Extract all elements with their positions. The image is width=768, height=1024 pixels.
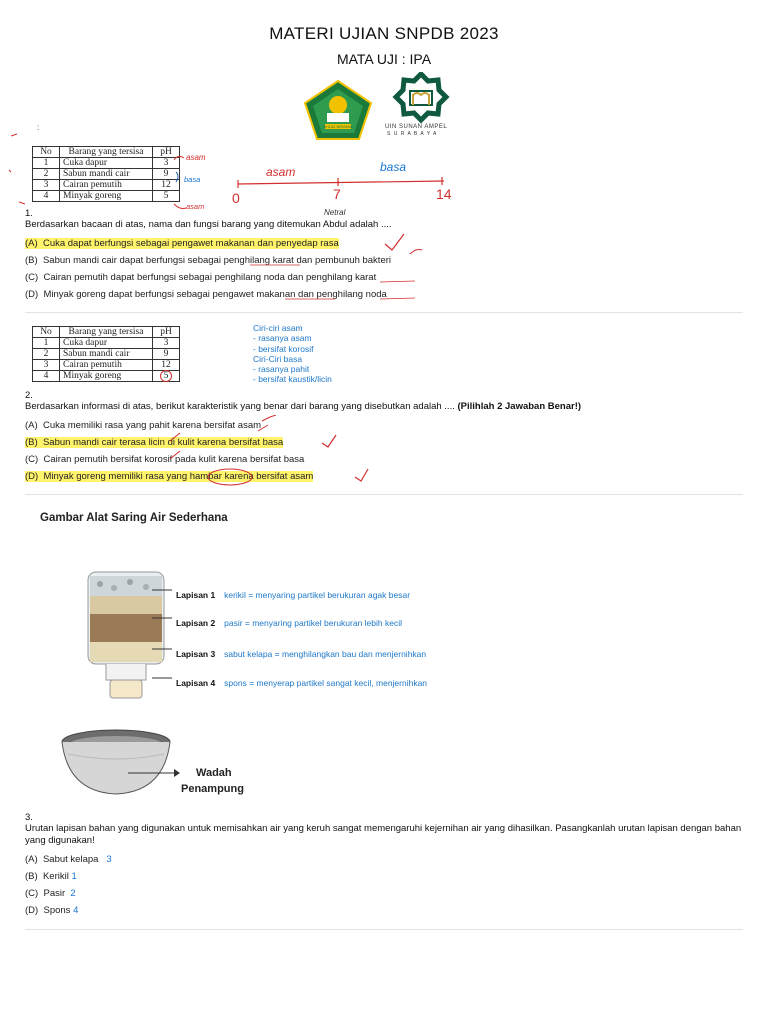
bowl-arrow [128, 766, 180, 780]
question-3-text: Urutan lapisan bahan yang digunakan untuk memisahkan air yang keruh sangat memengaruhi kejernihan air yang dihasilkan. Pasangkanlah urutan lapisan dengan bahan yang digunakan! [25, 823, 742, 846]
scale-basa-label: basa [380, 160, 407, 174]
q1-option-c[interactable]: (C) Cairan pemutih dapat berfungsi sebagai penghilang noda dan penghilang karat [25, 272, 377, 283]
page-title: MATERI UJIAN SNPDB 2023 [269, 24, 499, 43]
table-row: 2 Sabun mandi cair 9 [33, 169, 180, 180]
uin-logo-subtext: S U R A B A Y A [387, 131, 438, 137]
ph-table-1 [32, 146, 180, 202]
scale-0: 0 [232, 190, 240, 206]
q3-option-a[interactable]: (A) Sabut kelapa 3 [25, 854, 112, 865]
uin-logo-icon [390, 72, 452, 124]
svg-text::: : [37, 123, 40, 132]
table-row: 1 Cuka dapur 3 [33, 338, 180, 349]
q2-red-marks [150, 415, 380, 487]
table-header-ph: pH [153, 147, 180, 158]
table-header-no: No [33, 147, 60, 158]
table-row: 1 Cuka dapur 3 [33, 158, 180, 169]
handwritten-asam-1: asam [186, 153, 206, 162]
q1-option-d[interactable]: (D) Minyak goreng dapat berfungsi sebagai pengawet makanan dan penghilang noda [25, 289, 387, 300]
q2-option-c[interactable]: (C) Cairan pemutih bersifat korosif pada kulit karena bersifat basa [25, 454, 305, 465]
kemenag-logo-icon [303, 79, 373, 141]
scale-asam-label: asam [266, 165, 296, 179]
acid-base-notes: Ciri-ciri asam - rasanya asam - bersifat korosif Ciri-Ciri basa - rasanya pahit - bersifat kaustik/licin [253, 323, 332, 385]
question-1-number: 1. [25, 208, 33, 219]
table-header-row: No Barang yang tersisa pH [33, 327, 180, 338]
handwritten-asam-2: asam [186, 202, 205, 211]
q2-option-a[interactable]: (A) Cuka memiliki rasa yang pahit karena bersifat asam [25, 420, 262, 431]
question-2-number: 2. [25, 390, 33, 401]
ph-table-2 [32, 326, 180, 382]
uin-logo-text: UIN SUNAN AMPEL [385, 124, 448, 130]
question-1-text: Berdasarkan bacaan di atas, nama dan fungsi barang yang ditemukan Abdul adalah .... [25, 219, 392, 230]
table-row: 4 Minyak goreng 5 [33, 371, 180, 382]
table-row: 2 Sabun mandi cair 9 [33, 349, 180, 360]
q1-option-a[interactable]: (A) Cuka dapat berfungsi sebagai pengawet makanan dan penyedap rasa [25, 238, 339, 249]
question-3-number: 3. [25, 812, 33, 823]
q1-red-marks [250, 230, 450, 305]
divider-3 [25, 929, 743, 930]
q2-option-b[interactable]: (B) Sabun mandi cair terasa licin di kulit karena bersifat basa [25, 437, 284, 448]
table-row: 3 Cairan pemutih 12 [33, 360, 180, 371]
table-header-row [33, 147, 180, 158]
layer-1: Lapisan 1 kerikil = menyaring partikel berukuran agak besar [176, 590, 411, 600]
scale-14: 14 [436, 186, 452, 202]
table-row: 4 Minyak goreng 5 [33, 191, 180, 202]
divider-1 [25, 312, 743, 313]
bowl-label-2: Penampung [181, 783, 244, 795]
page-subtitle: MATA UJI : IPA [336, 51, 432, 67]
q3-option-c[interactable]: (C) Pasir 2 [25, 888, 76, 899]
question-2-text: Berdasarkan informasi di atas, berikut karakteristik yang benar dari barang yang disebutkan adalah .... (Pilihlah 2 Jawaban Benar!) [25, 401, 582, 412]
table-header-item: Barang yang tersisa [60, 147, 153, 158]
q1-option-b[interactable]: (B) Sabun mandi cair dapat berfungsi sebagai penghilang karat dan pembunuh bakteri [25, 255, 392, 266]
svg-text:IKHLAS BERAMAL: IKHLAS BERAMAL [322, 125, 354, 129]
q3-option-d[interactable]: (D) Spons 4 [25, 905, 79, 916]
scale-7: 7 [333, 186, 341, 202]
q2-option-d[interactable]: (D) Minyak goreng memiliki rasa yang hambar karena bersifat asam [25, 471, 314, 482]
divider-2 [25, 494, 743, 495]
bowl-label-1: Wadah [196, 767, 232, 779]
bowl-icon [58, 728, 188, 800]
q3-option-b[interactable]: (B) Kerikil 1 [25, 871, 77, 882]
table-row: 3 Cairan pemutih 12 [33, 180, 180, 191]
layer-3: Lapisan 3 sabut kelapa = menghilangkan bau dan menjernihkan [176, 649, 427, 659]
layer-4: Lapisan 4 spons = menyerap partikel sangat kecil, menjernihkan [176, 678, 428, 688]
scale-netral: Netral [324, 208, 346, 217]
handwritten-basa: basa [184, 175, 201, 184]
layer-2: Lapisan 2 pasir = menyaring partikel berukuran lebih kecil [176, 618, 402, 628]
filter-section-title: Gambar Alat Saring Air Sederhana [40, 512, 228, 524]
